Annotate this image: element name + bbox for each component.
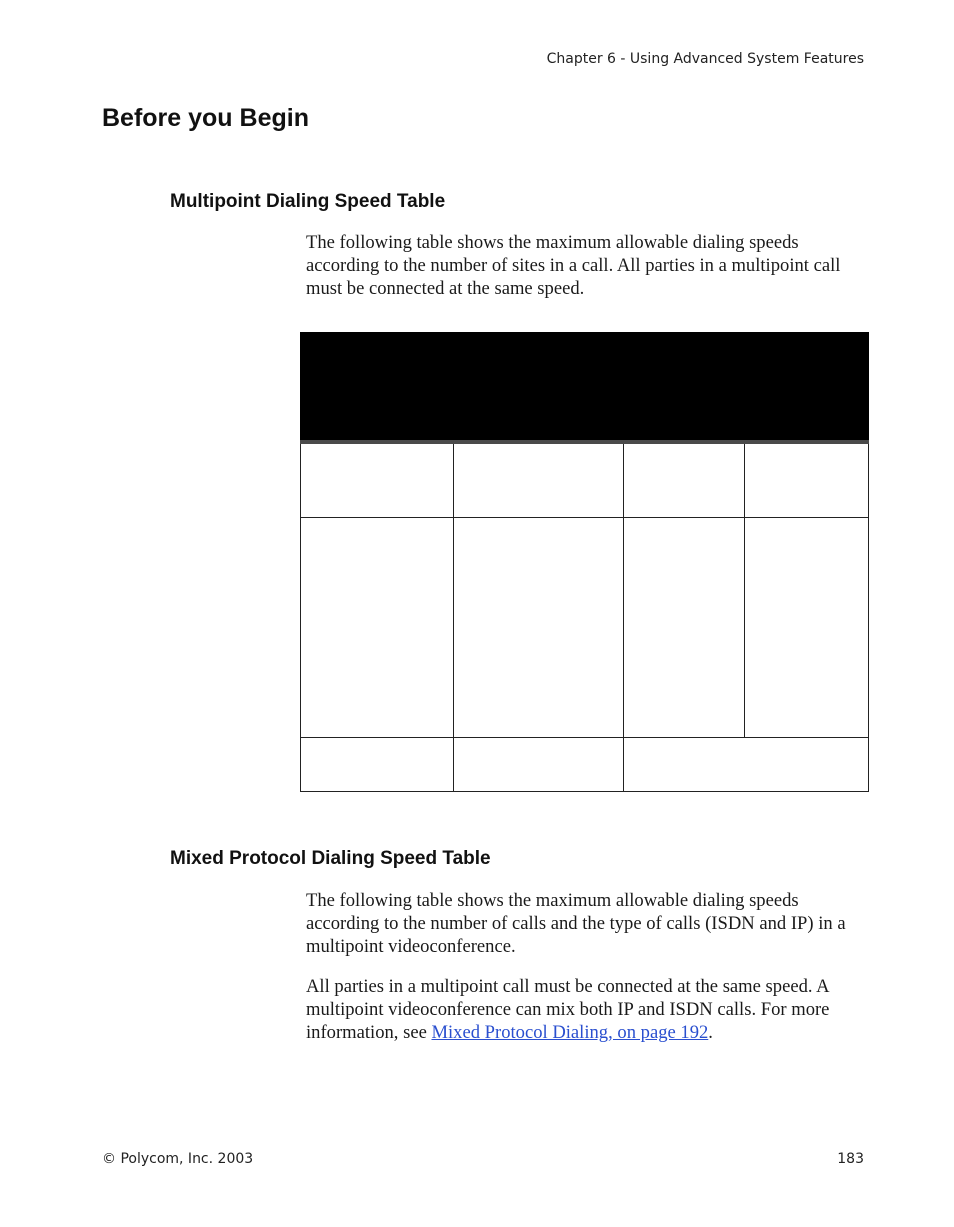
paragraph-end: . [708, 1022, 713, 1043]
copyright: © Polycom, Inc. 2003 [102, 1151, 254, 1167]
table-cell [623, 737, 869, 792]
multipoint-speed-paragraph: The following table shows the maximum allowable dialing speeds according to the number of sites in a call. All parties in a multipoint call must be connected at the same speed. [306, 232, 841, 299]
multipoint-speed-table [300, 332, 869, 792]
table-header-row [300, 332, 869, 440]
table-cell [300, 444, 454, 518]
mixed-protocol-heading: Mixed Protocol Dialing Speed Table [170, 848, 491, 869]
mixed-protocol-paragraph-1: The following table shows the maximum allowable dialing speeds according to the number of calls and the type of calls (ISDN and IP) in a multipoint videoconference. [306, 890, 846, 957]
page-number: 183 [837, 1151, 864, 1167]
mixed-protocol-paragraph-2 [306, 975, 872, 1044]
section-title: Before you Begin [102, 104, 309, 132]
table-cell [623, 517, 745, 738]
table-cell [453, 444, 624, 518]
multipoint-speed-heading: Multipoint Dialing Speed Table [170, 191, 446, 212]
table-cell [623, 444, 745, 518]
running-header: Chapter 6 - Using Advanced System Features [546, 51, 864, 67]
table-cell [744, 444, 869, 518]
table-cell [453, 517, 624, 738]
table-cell [300, 517, 454, 738]
table-cell [744, 517, 869, 738]
table-cell [453, 737, 624, 792]
mixed-protocol-dialing-link[interactable]: Mixed Protocol Dialing, on page 192 [431, 1022, 709, 1043]
paragraph-text: All parties in a multipoint call must be connected at the same speed. A multipoint videoconference can mix both IP and ISDN calls. For more information, see [306, 976, 830, 1043]
table-cell [300, 737, 454, 792]
